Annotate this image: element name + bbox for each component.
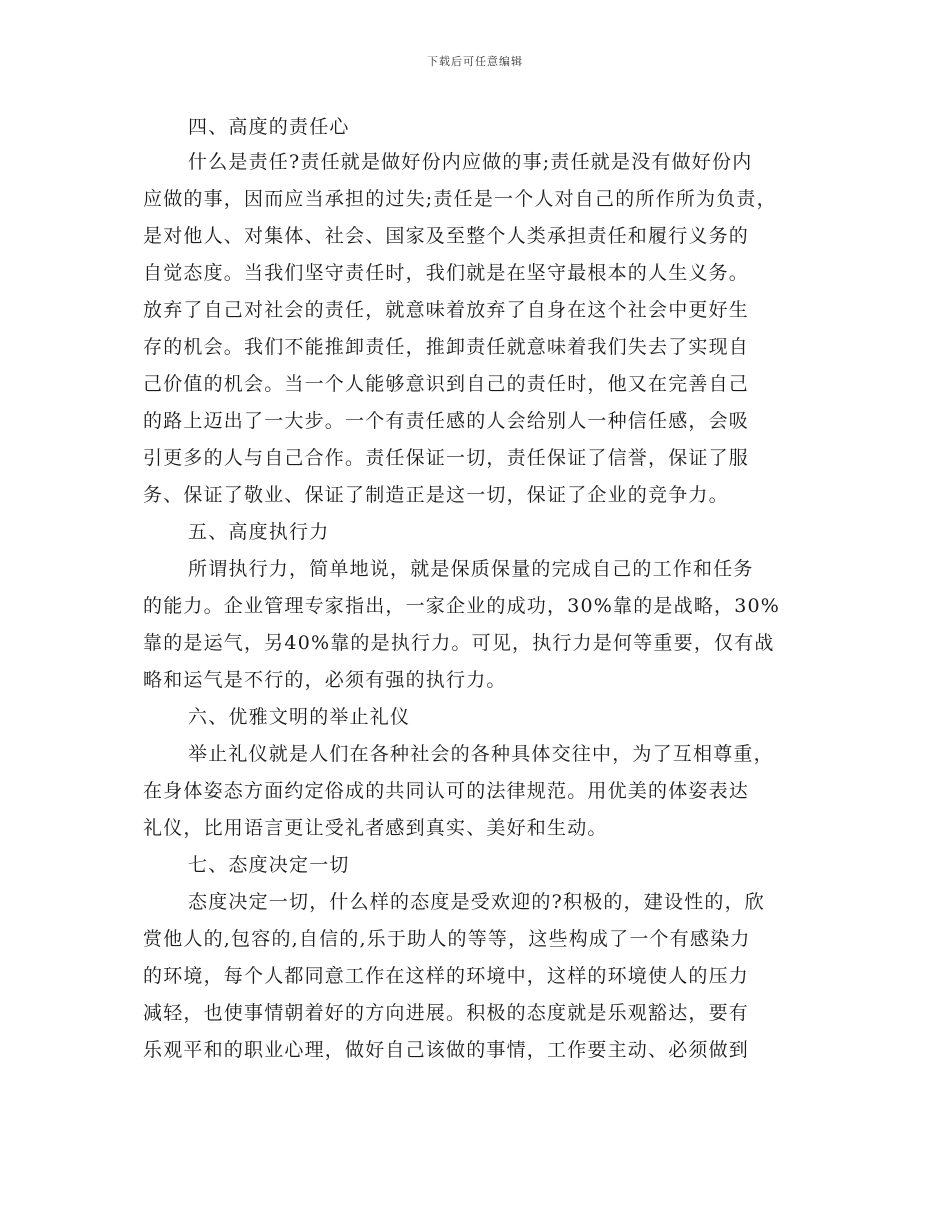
paragraph-line: 乐观平和的职业心理，做好自己该做的事情，工作要主动、必须做到 bbox=[143, 1039, 750, 1061]
paragraph-line: 靠的是运气，另40%靠的是执行力。可见，执行力是何等重要，仅有战 bbox=[143, 632, 775, 654]
paragraph-line: 减轻，也使事情朝着好的方向进展。积极的态度就是乐观豁达，要有 bbox=[143, 1002, 750, 1024]
paragraph-line: 赏他人的,包容的,自信的,乐于助人的等等，这些构成了一个有感染力 bbox=[143, 928, 751, 950]
paragraph-line: 所谓执行力，简单地说，就是保质保量的完成自己的工作和任务 bbox=[188, 558, 754, 580]
paragraph-line: 是对他人、对集体、社会、国家及至整个人类承担责任和履行义务的 bbox=[143, 225, 750, 247]
page-header: 下载后可任意编辑 bbox=[427, 55, 523, 68]
paragraph-line: 什么是责任?责任就是做好份内应做的事;责任就是没有做好份内 bbox=[188, 151, 753, 173]
paragraph-line: 务、保证了敬业、保证了制造正是这一切，保证了企业的竞争力。 bbox=[143, 484, 729, 506]
paragraph-line: 礼仪，比用语言更让受礼者感到真实、美好和生动。 bbox=[143, 817, 608, 839]
section-heading: 四、高度的责任心 bbox=[188, 116, 350, 138]
paragraph-line: 的路上迈出了一大步。一个有责任感的人会给别人一种信任感，会吸 bbox=[143, 410, 750, 432]
section-heading: 七、态度决定一切 bbox=[188, 854, 350, 876]
section-heading: 六、优雅文明的举止礼仪 bbox=[188, 706, 411, 728]
paragraph-line: 应做的事，因而应当承担的过失;责任是一个人对自己的所作所为负责， bbox=[143, 188, 777, 210]
paragraph-line: 在身体姿态方面约定俗成的共同认可的法律规范。用优美的体姿表达 bbox=[143, 780, 750, 802]
paragraph-line: 存的机会。我们不能推卸责任，推卸责任就意味着我们失去了实现自 bbox=[143, 336, 750, 358]
paragraph-line: 引更多的人与自己合作。责任保证一切，责任保证了信誉，保证了服 bbox=[143, 447, 750, 469]
paragraph-line: 的环境，每个人都同意工作在这样的环境中，这样的环境使人的压力 bbox=[143, 965, 750, 987]
paragraph-line: 放弃了自己对社会的责任，就意味着放弃了自身在这个社会中更好生 bbox=[143, 299, 750, 321]
paragraph-line: 的能力。企业管理专家指出，一家企业的成功，30%靠的是战略，30% bbox=[143, 595, 781, 617]
paragraph-line: 自觉态度。当我们坚守责任时，我们就是在坚守最根本的人生义务。 bbox=[143, 262, 750, 284]
section-heading: 五、高度执行力 bbox=[188, 521, 330, 543]
paragraph-line: 略和运气是不行的，必须有强的执行力。 bbox=[143, 669, 507, 691]
paragraph-line: 态度决定一切，什么样的态度是受欢迎的?积极的，建设性的，欣 bbox=[188, 891, 765, 913]
paragraph-line: 己价值的机会。当一个人能够意识到自己的责任时，他又在完善自己 bbox=[143, 373, 750, 395]
paragraph-line: 举止礼仪就是人们在各种社会的各种具体交往中，为了互相尊重， bbox=[188, 743, 774, 765]
